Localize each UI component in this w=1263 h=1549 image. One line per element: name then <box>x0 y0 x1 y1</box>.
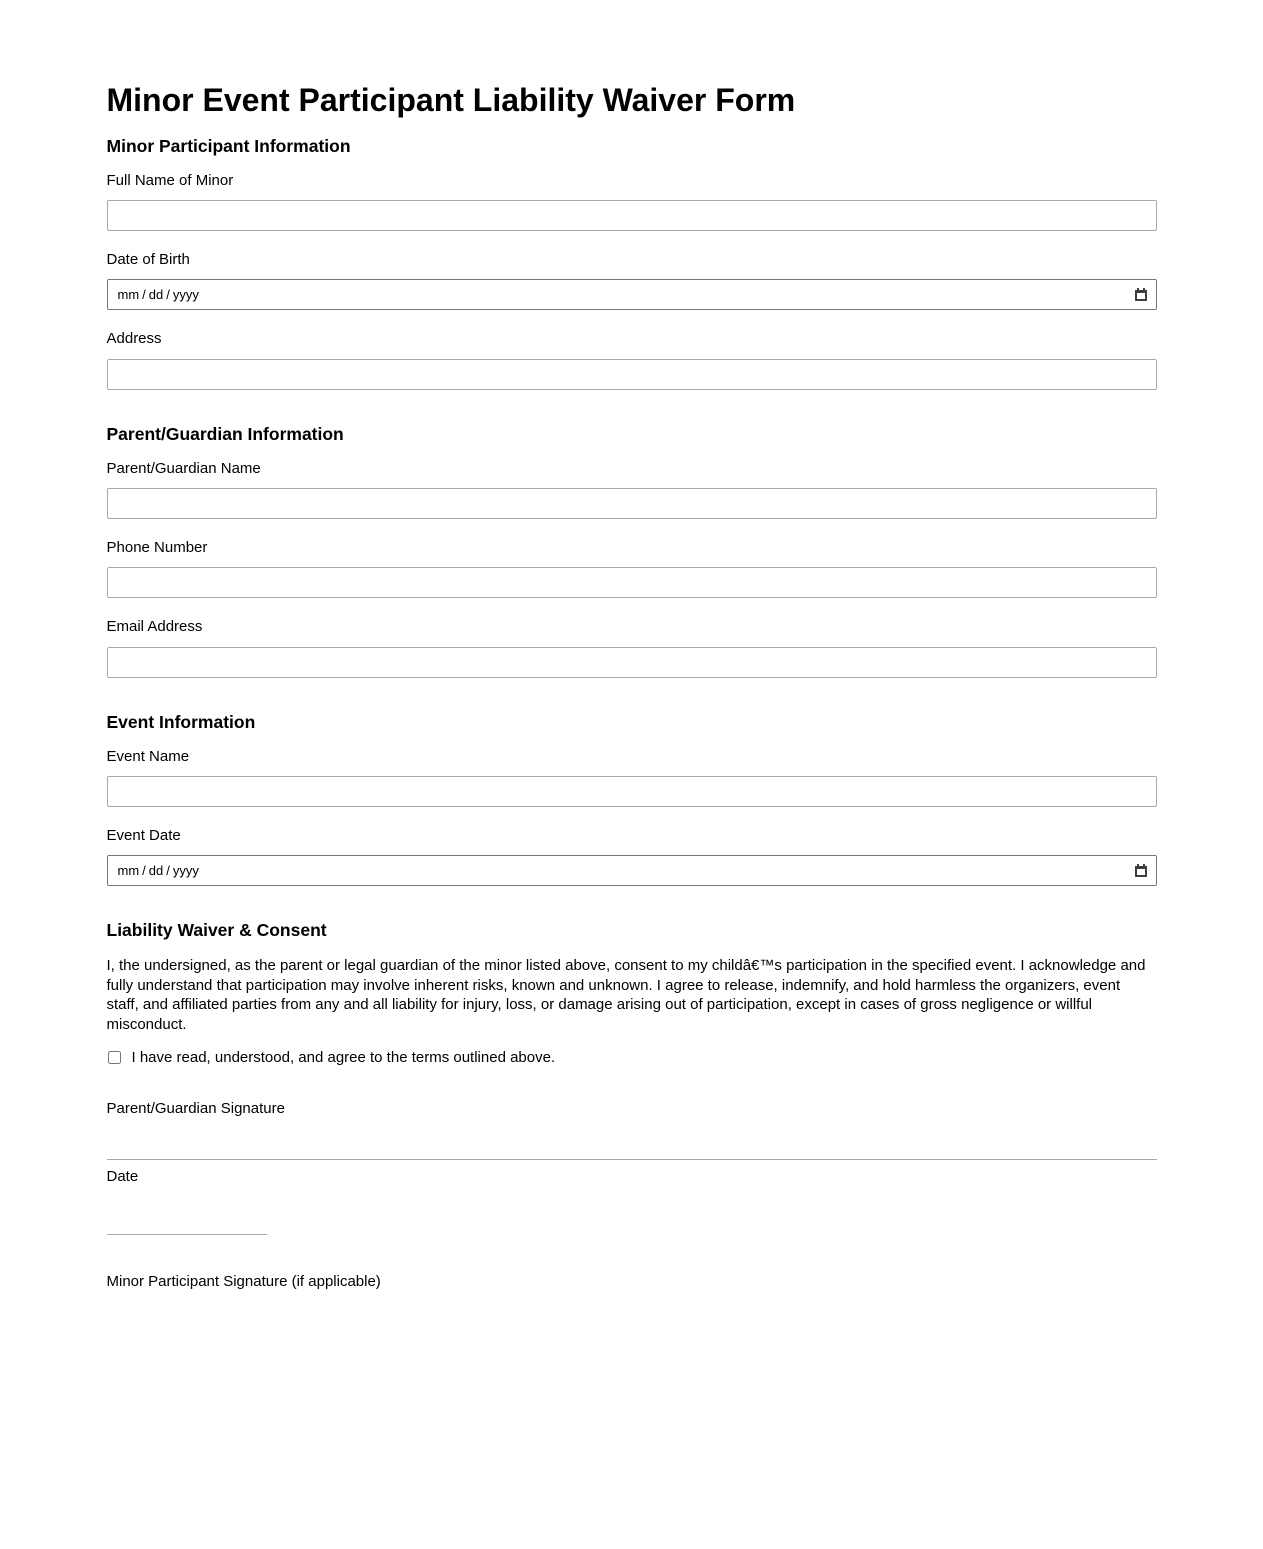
event-name-input[interactable] <box>107 776 1157 807</box>
email-label: Email Address <box>106 618 203 636</box>
consent-checkbox[interactable] <box>108 1051 121 1064</box>
consent-row[interactable] <box>107 1049 1157 1066</box>
date-placeholder: mm / dd / yyyy <box>117 863 199 879</box>
field-phone <box>107 539 1157 598</box>
section-heading-waiver: Liability Waiver & Consent <box>106 920 327 941</box>
full-name-input[interactable] <box>107 200 1157 231</box>
calendar-icon[interactable] <box>1133 287 1149 303</box>
field-address <box>107 330 1157 389</box>
section-heading-minor-info: Minor Participant Information <box>106 135 351 156</box>
address-label: Address <box>106 330 162 348</box>
section-heading-event-info: Event Information <box>106 711 256 732</box>
field-date-of-birth <box>107 251 1157 310</box>
event-date-label: Event Date <box>106 826 181 844</box>
field-email <box>107 618 1157 677</box>
address-input[interactable] <box>107 359 1157 390</box>
parent-signature-label: Parent/Guardian Signature <box>106 1100 285 1118</box>
date-placeholder: mm / dd / yyyy <box>117 287 199 303</box>
signature-section <box>107 1100 1157 1290</box>
minor-signature-label: Minor Participant Signature (if applicable) <box>106 1272 381 1290</box>
waiver-text: I, the undersigned, as the parent or legal guardian of the minor listed above, consent to my childâ€™s participation in the specified event. I acknowledge and fully understand that participation may involve inherent risks, known and unknown. I agree to release, indemnify, and hold harmless the organizers, event staff, and affiliated parties from any and all liability for injury, loss, or damage arising out of participation, except in cases of gross negligence or willful misconduct. <box>106 957 1146 1033</box>
parent-signature-line[interactable] <box>107 1118 1157 1160</box>
date-of-birth-input[interactable] <box>107 279 1157 310</box>
consent-label: I have read, understood, and agree to the terms outlined above. <box>131 1049 556 1067</box>
email-input[interactable] <box>107 647 1157 678</box>
full-name-label: Full Name of Minor <box>106 171 234 189</box>
date-signature-label: Date <box>106 1167 139 1185</box>
phone-input[interactable] <box>107 567 1157 598</box>
waiver-form <box>107 0 1157 1544</box>
event-name-label: Event Name <box>106 747 190 765</box>
field-event-name <box>107 748 1157 807</box>
guardian-name-input[interactable] <box>107 488 1157 519</box>
date-of-birth-label: Date of Birth <box>106 251 190 269</box>
field-full-name <box>107 172 1157 231</box>
calendar-icon[interactable] <box>1133 863 1149 879</box>
guardian-name-label: Parent/Guardian Name <box>106 459 261 477</box>
section-heading-guardian-info: Parent/Guardian Information <box>106 423 344 444</box>
date-signature-line[interactable] <box>107 1185 267 1235</box>
event-date-input[interactable] <box>107 855 1157 886</box>
field-guardian-name <box>107 460 1157 519</box>
field-event-date <box>107 827 1157 886</box>
phone-label: Phone Number <box>106 539 208 557</box>
page-title: Minor Event Participant Liability Waiver Form <box>106 82 796 118</box>
